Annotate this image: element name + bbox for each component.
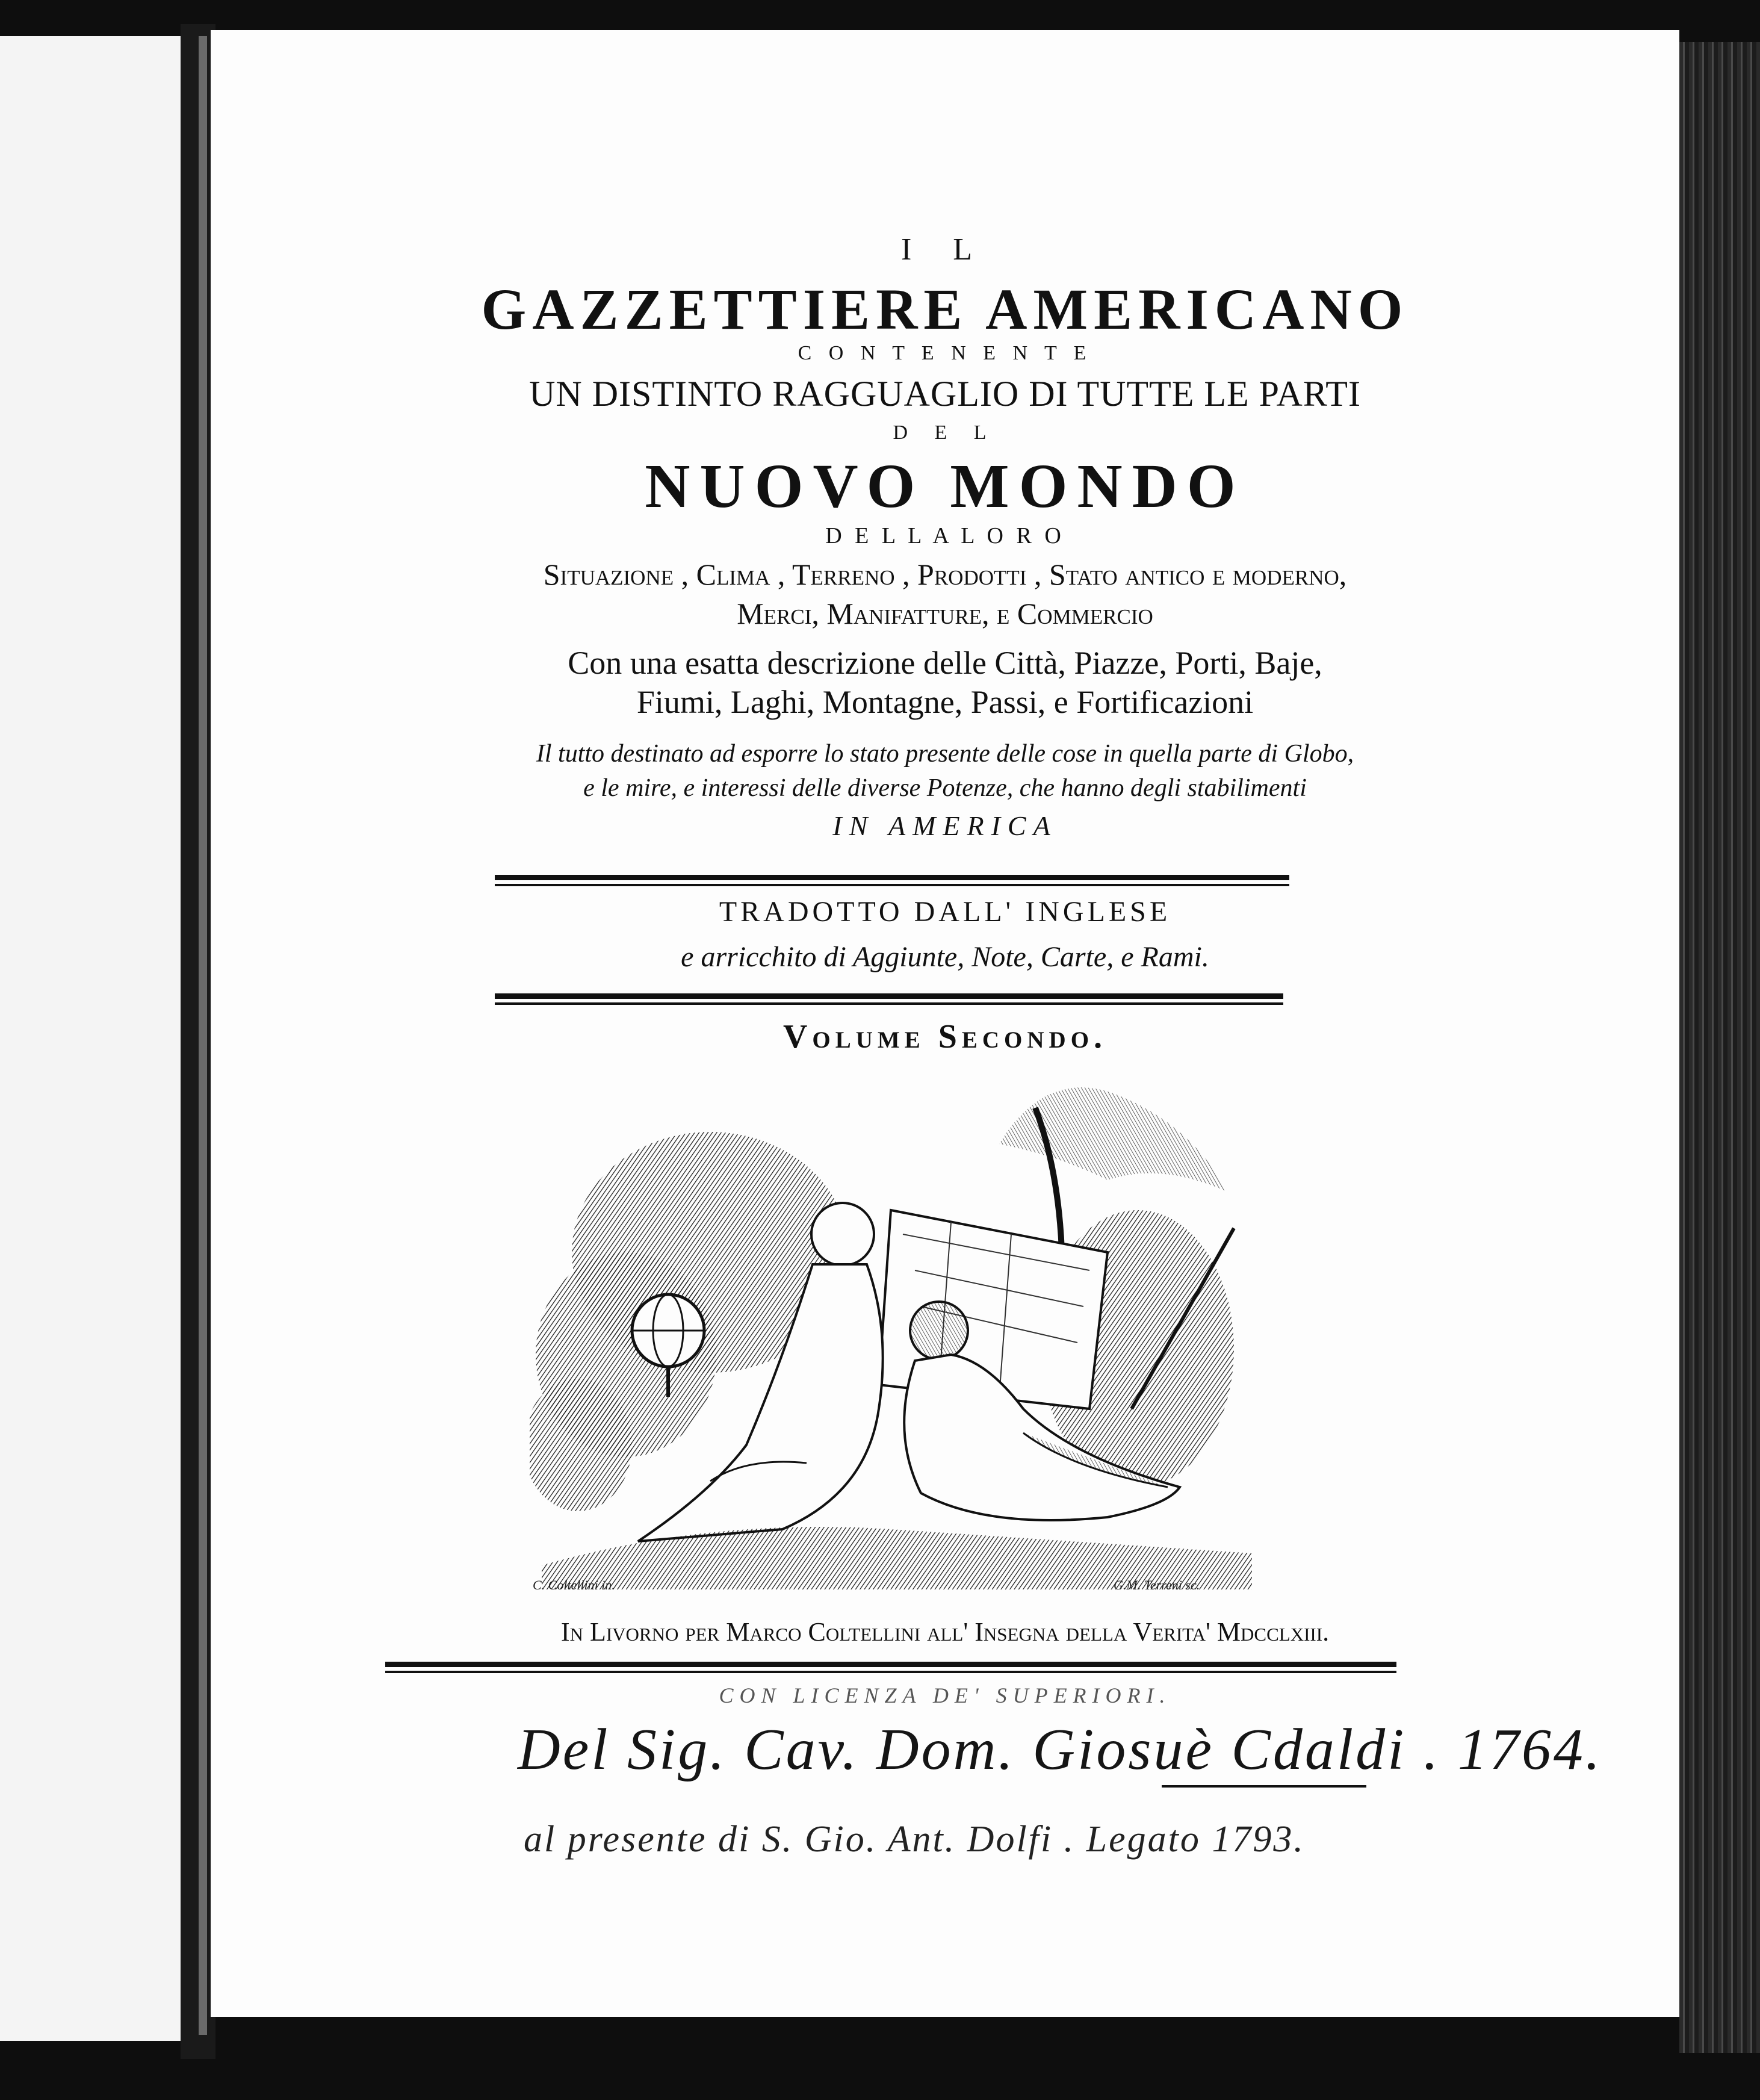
topics-line-2: Merci, Manifatture, e Commercio <box>737 597 1153 630</box>
contenente-line: C O N T E N E N T E <box>798 342 1092 364</box>
handwritten-ownership-1: Del Sig. Cav. Dom. Giosuè Cdaldi . 1764. <box>518 1717 1603 1782</box>
in-america-line: IN AMERICA <box>832 810 1058 841</box>
topics-line-1: Situazione , Clima , Terreno , Prodotti , Stato antico e moderno, <box>543 558 1347 591</box>
description-line-1: Con una esatta descrizione delle Città, Piazze, Porti, Baje, <box>568 645 1322 681</box>
imprint-line: In Livorno per Marco Coltellini all' Insegna della Verita' Mdcclxiii. <box>560 1617 1330 1647</box>
handwritten-ownership-2: al presente di S. Gio. Ant. Dolfi . Legato 1793. <box>524 1819 1305 1860</box>
signature-underline <box>1162 1785 1366 1788</box>
enriched-line: e arricchito di Aggiunte, Note, Carte, e Rami. <box>681 941 1209 973</box>
licence-line: CON LICENZA DE' SUPERIORI. <box>719 1683 1171 1707</box>
engraver-credit-right: G.M. Terreni sc. <box>1114 1577 1200 1592</box>
volume-line: Volume Secondo. <box>782 1018 1108 1055</box>
description-line-2: Fiumi, Laghi, Montagne, Passi, e Fortificazioni <box>636 684 1254 720</box>
page-fore-edge <box>1679 42 1760 2053</box>
rule-top-thick <box>495 875 1289 880</box>
facing-blank-page <box>0 36 181 2041</box>
rule-mid-thin <box>495 1002 1283 1005</box>
subtitle-line: UN DISTINTO RAGGUAGLIO DI TUTTE LE PARTI <box>529 374 1361 414</box>
main-title: GAZZETTIERE AMERICANO <box>481 277 1409 341</box>
rule-bottom-thin <box>385 1671 1396 1673</box>
rule-mid-thick <box>495 993 1283 999</box>
rule-bottom-thick <box>385 1662 1396 1667</box>
gutter-edge <box>199 36 207 2035</box>
del-line: D E L <box>893 421 997 444</box>
title-article: I L <box>900 232 990 267</box>
engraved-vignette <box>530 1072 1264 1589</box>
nuovo-mondo-title: NUOVO MONDO <box>645 452 1245 521</box>
della-loro-line: D E L L A L O R O <box>825 523 1065 548</box>
engraver-credit-left: C. Coltellini in. <box>533 1577 615 1592</box>
purpose-line-2: e le mire, e interessi delle diverse Potenze, che hanno degli stabilimenti <box>583 774 1307 802</box>
purpose-line-1: Il tutto destinato ad esporre lo stato presente delle cose in quella parte di Globo, <box>536 740 1354 768</box>
translated-line: TRADOTTO DALL' INGLESE <box>719 896 1171 928</box>
rule-top-thin <box>495 884 1289 886</box>
